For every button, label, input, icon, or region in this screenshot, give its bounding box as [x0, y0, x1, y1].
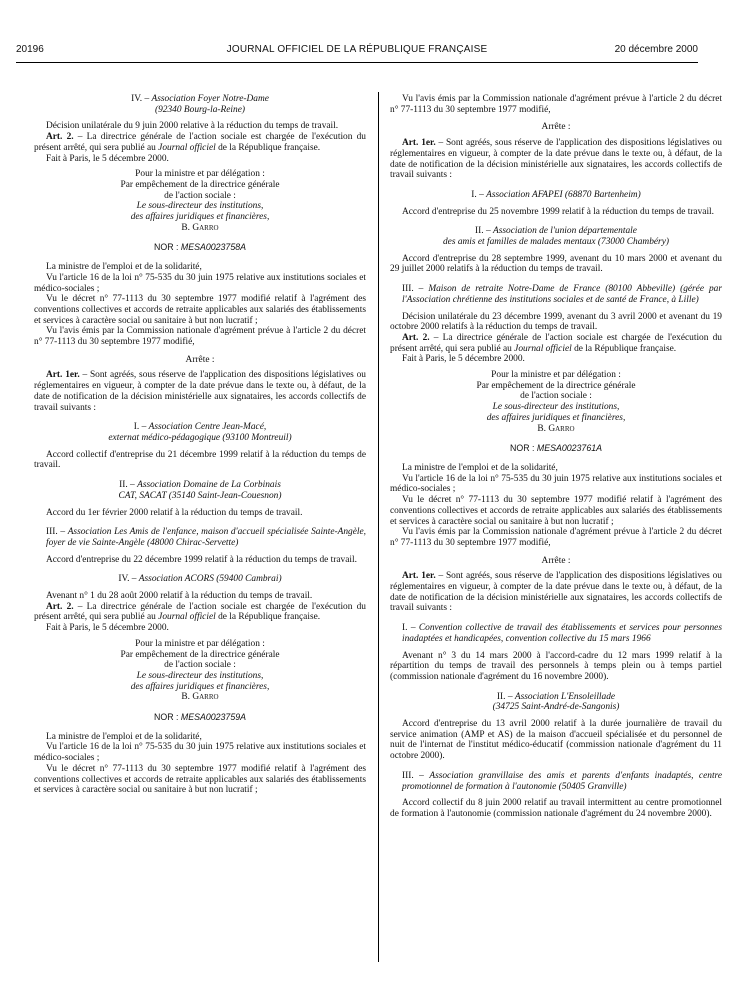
signature-block: Pour la ministre et par délégation : Par empêchement de la directrice générale de l'action sociale : Le sous-directeur des institutions, des affaires juridiques et financières, B. Garro: [120, 638, 280, 703]
signature-block: Pour la ministre et par délégation : Par empêchement de la directrice générale de l'action sociale : Le sous-directeur des institutions, des affaires juridiques et financières, B. Garro: [120, 169, 280, 233]
right-column: [390, 94, 722, 820]
arrete-heading: Arrête :: [541, 122, 571, 133]
section-heading: III. – Association granvillaise des amis et parents d'enfants inadaptés, centre promotionnel de formation à l'autonomie (50405 Granville): [402, 770, 723, 792]
nor-reference: NOR : MESA0023761A: [510, 443, 602, 454]
article-1: Art. 1er. – Sont agréés, sous réserve de l'application des dispositions législatives ou réglementaires en vigueur, à compter de la date prévue dans le texte ou, à défaut, de la date de notification de la décision ministérielle aux signataires, les accords collectifs de travail suivants :: [390, 138, 722, 181]
paragraph: Vu le décret n° 77-1113 du 30 septembre 1977 modifié relatif à l'agrément des conventions collectives et accords de retraite applicables aux salariés des établissements et services à caractère social ou sanitaire à but non lucratif ;: [34, 294, 366, 326]
paragraph: Accord d'entreprise du 13 avril 2000 relatif à la durée journalière de travail du service animation (AMP et AS) de la maison d'accueil spécialisée et du personnel de nuit de l'internat de l'institut médico-éducatif (commission nationale d'agrément du 11 octobre 2000).: [390, 719, 722, 762]
paragraph: Accord d'entreprise du 25 novembre 1999 relatif à la réduction du temps de travail.: [402, 206, 714, 217]
paragraph: La ministre de l'emploi et de la solidarité,: [46, 731, 202, 742]
section-heading: IV. – Association ACORS (59400 Cambrai): [118, 574, 282, 585]
journal-title: JOURNAL OFFICIEL DE LA RÉPUBLIQUE FRANÇAISE: [226, 44, 488, 55]
paragraph: Avenant n° 1 du 28 août 2000 relatif à la réduction du temps de travail.: [46, 591, 313, 602]
page-header: [16, 44, 698, 62]
paragraph: Vu l'article 16 de la loi n° 75-535 du 30 juin 1975 relative aux institutions sociales et médico-sociales ;: [34, 272, 366, 294]
paragraph: Vu l'avis émis par la Commission nationale d'agrément prévue à l'article 2 du décret n° 77-1113 du 30 septembre 1977 modifié,: [390, 527, 722, 548]
nor-reference: NOR : MESA0023759A: [154, 712, 246, 723]
fait-a-paris: Fait à Paris, le 5 décembre 2000.: [46, 623, 169, 634]
section-heading: I. – Convention collective de travail des établissements et services pour personnes inadaptées et handicapées, convention collective du 15 mars 1966: [402, 623, 722, 644]
paragraph: Vu l'avis émis par la Commission nationale d'agrément prévue à l'article 2 du décret n° 77-1113 du 30 septembre 1977 modifié,: [34, 326, 366, 348]
paragraph: Accord d'entreprise du 28 septembre 1999, avenant du 10 mars 2000 et avenant du 29 juillet 2000 relatifs à la réduction du temps de travail.: [390, 253, 722, 275]
paragraph: Accord collectif d'entreprise du 21 décembre 1999 relatif à la réduction du temps de travail.: [34, 449, 366, 471]
paragraph: Accord du 1er février 2000 relatif à la réduction du temps de travail.: [46, 507, 303, 518]
column-divider: [378, 92, 379, 962]
paragraph: Décision unilatérale du 23 décembre 1999, avenant du 3 avril 2000 et avenant du 19 octobre 2000 relatifs à la réduction du temps de travail.: [390, 311, 722, 333]
signature-block: Pour la ministre et par délégation : Par empêchement de la directrice générale de l'action sociale : Le sous-directeur des institutions, des affaires juridiques et financières, B. Garro: [476, 370, 636, 434]
fait-a-paris: Fait à Paris, le 5 décembre 2000.: [402, 354, 525, 365]
issue-date: 20 décembre 2000: [614, 44, 698, 55]
section-heading: I. – Association AFAPEI (68870 Bartenheim): [471, 189, 641, 200]
nor-reference: NOR : MESA0023758A: [154, 242, 246, 253]
paragraph: Vu l'article 16 de la loi n° 75-535 du 30 juin 1975 relative aux institutions sociales et médico-sociales ;: [34, 742, 366, 764]
paragraph: La ministre de l'emploi et de la solidarité,: [46, 262, 202, 273]
page-number: 20196: [16, 44, 44, 55]
section-heading: II. – Association L'Ensoleillade (34725 Saint-André-de-Sangonis): [492, 691, 620, 713]
paragraph: Décision unilatérale du 9 juin 2000 relative à la réduction du temps de travail.: [46, 121, 339, 132]
arrete-heading: Arrête :: [185, 354, 215, 365]
section-heading: IV. – Association Foyer Notre-Dame (92340 Bourg-la-Reine): [131, 94, 269, 115]
paragraph: Accord d'entreprise du 22 décembre 1999 relatif à la réduction du temps de travail.: [46, 554, 357, 565]
section-heading: III. – Maison de retraite Notre-Dame de France (80100 Abbeville) (gérée par l'Association chrétienne des institutions sociales et de santé de France, à Lille): [402, 284, 722, 305]
paragraph: Vu l'avis émis par la Commission nationale d'agrément prévue à l'article 2 du décret n° 77-1113 du 30 septembre 1977 modifié,: [390, 94, 722, 115]
section-heading: II. – Association Domaine de La Corbinais CAT, SACAT (35140 Saint-Jean-Couesnon): [118, 480, 282, 501]
paragraph: Avenant n° 3 du 14 mars 2000 à l'accord-cadre du 12 mars 1999 relatif à la répartition du temps de travail des personnels à temps plein ou à temps partiel (commission nationale d'agrément du 16 novembre 2000).: [390, 650, 722, 682]
paragraph: Vu le décret n° 77-1113 du 30 septembre 1977 modifié relatif à l'agrément des conventions collectives et accords de retraite applicables aux salariés des établissements et services à caractère social ou sanitaire à but non lucratif ;: [34, 763, 366, 796]
article-2: Art. 2. – La directrice générale de l'action sociale est chargée de l'exécution du présent arrêté, qui sera publié au Journal officiel de la République française.: [34, 601, 366, 623]
paragraph: La ministre de l'emploi et de la solidarité,: [402, 462, 558, 473]
left-column: [34, 94, 366, 796]
fait-a-paris: Fait à Paris, le 5 décembre 2000.: [46, 153, 169, 164]
article-1: Art. 1er. – Sont agréés, sous réserve de l'application des dispositions législatives ou réglementaires en vigueur, à compter de la date prévue dans le texte ou, à défaut, de la date de notification de la décision ministérielle aux signataires, les accords collectifs de travail suivants :: [34, 370, 366, 413]
section-heading: III. – Association Les Amis de l'enfance, maison d'accueil spécialisée Sainte-Angèle, foyer de vie Sainte-Angèle (48000 Chirac-Servette): [46, 527, 366, 548]
section-heading: I. – Association Centre Jean-Macé, externat médico-pédagogique (93100 Montreuil): [108, 422, 292, 443]
header-rule: [16, 62, 698, 63]
paragraph: Vu le décret n° 77-1113 du 30 septembre 1977 modifié relatif à l'agrément des conventions collectives et accords de retraite applicables aux salariés des établissements et services à caractère social ou sanitaire à but non lucratif ;: [390, 495, 722, 527]
article-2: Art. 2. – La directrice générale de l'action sociale est chargée de l'exécution du présent arrêté, qui sera publié au Journal officiel de la République française.: [390, 332, 722, 354]
article-2: Art. 2. – La directrice générale de l'action sociale est chargée de l'exécution du présent arrêté, qui sera publié au Journal officiel de la République française.: [34, 132, 366, 153]
paragraph: Accord collectif du 8 juin 2000 relatif au travail intermittent au centre promotionnel de formation à l'autonomie (commission nationale d'agrément du 24 novembre 2000).: [390, 798, 722, 819]
section-heading: II. – Association de l'union départementale des amis et familles de malades mentaux (73000 Chambéry): [442, 226, 669, 248]
arrete-heading: Arrête :: [541, 555, 571, 566]
article-1: Art. 1er. – Sont agréés, sous réserve de l'application des dispositions législatives ou réglementaires en vigueur, à compter de la date prévue dans le texte ou, à défaut, de la date de notification de la décision ministérielle aux signataires, les accords collectifs de travail suivants :: [390, 571, 722, 614]
paragraph: Vu l'article 16 de la loi n° 75-535 du 30 juin 1975 relative aux institutions sociales et médico-sociales ;: [390, 473, 722, 495]
